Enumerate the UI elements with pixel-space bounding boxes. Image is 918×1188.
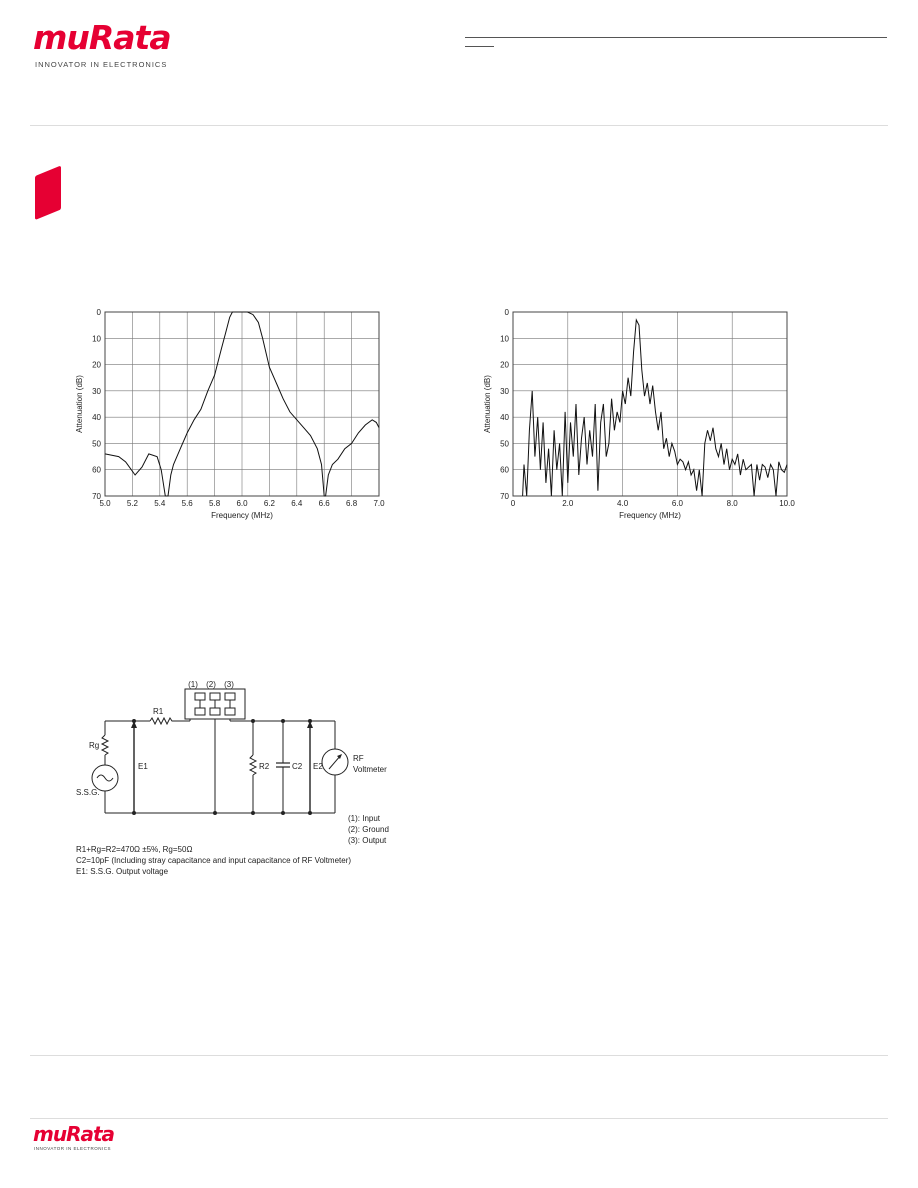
circuit-note: R1+Rg=R2=470Ω ±5%, Rg=50Ω bbox=[76, 845, 193, 854]
rf-label: RF bbox=[353, 754, 364, 763]
chart-passband bbox=[70, 300, 390, 525]
x-tick-labels bbox=[511, 499, 796, 508]
y-tick-label: 60 bbox=[92, 465, 101, 475]
x-tick-label: 0 bbox=[510, 499, 516, 508]
x-tick-label: 5.2 bbox=[126, 499, 138, 508]
x-tick-label: 2.0 bbox=[562, 499, 574, 508]
y-tick-label: 20 bbox=[500, 360, 509, 370]
x-tick-label: 8.0 bbox=[726, 499, 738, 508]
c2-label: C2 bbox=[292, 762, 303, 771]
y-tick-label: 10 bbox=[500, 334, 509, 344]
x-tick-label: 6.2 bbox=[263, 499, 275, 508]
pin-legend-output: (3): Output bbox=[348, 836, 387, 845]
chart-x-gridlines bbox=[105, 312, 379, 496]
y-axis-label: Attenuation (dB) bbox=[75, 375, 84, 433]
y-tick-label: 10 bbox=[92, 334, 101, 344]
rg-label: Rg bbox=[89, 741, 100, 750]
x-tick-label: 7.0 bbox=[373, 499, 385, 508]
pin-legend-ground: (2): Ground bbox=[348, 825, 389, 834]
r1-resistor bbox=[150, 718, 174, 724]
y-tick-label: 70 bbox=[92, 492, 101, 501]
pin-label: (3) bbox=[224, 680, 234, 689]
y-tick-label: 40 bbox=[92, 413, 101, 423]
pin-label: (1) bbox=[188, 680, 198, 689]
header-rule bbox=[465, 37, 887, 38]
x-tick-label: 5.0 bbox=[99, 499, 111, 508]
y-tick-label: 70 bbox=[500, 492, 509, 501]
x-tick-label: 6.6 bbox=[318, 499, 330, 508]
section-marker bbox=[35, 165, 61, 220]
footer-tagline: INNOVATOR IN ELECTRONICS bbox=[34, 1146, 112, 1151]
y-tick-labels bbox=[92, 308, 101, 501]
y-tick-label: 40 bbox=[500, 413, 509, 423]
murata-logo: muRata bbox=[33, 18, 171, 57]
x-tick-label: 5.8 bbox=[209, 499, 221, 508]
voltmeter-label: Voltmeter bbox=[353, 765, 387, 774]
x-tick-labels bbox=[99, 499, 385, 508]
y-tick-label: 50 bbox=[500, 439, 509, 449]
y-tick-label: 30 bbox=[92, 386, 101, 396]
y-tick-label: 60 bbox=[500, 465, 509, 475]
circuit-note: C2=10pF (Including stray capacitance and input capacitance of RF Voltmeter) bbox=[76, 856, 352, 865]
x-tick-label: 6.4 bbox=[291, 499, 303, 508]
r1-label: R1 bbox=[153, 707, 164, 716]
header-separator bbox=[30, 125, 888, 126]
x-tick-label: 6.8 bbox=[346, 499, 358, 508]
header-short-rule bbox=[465, 46, 494, 47]
rg-resistor bbox=[102, 735, 108, 755]
tagline: INNOVATOR IN ELECTRONICS bbox=[35, 60, 168, 69]
x-tick-label: 4.0 bbox=[617, 499, 629, 508]
x-tick-label: 5.6 bbox=[181, 499, 193, 508]
e2-label: E2 bbox=[313, 762, 323, 771]
y-tick-label: 30 bbox=[500, 386, 509, 396]
x-axis-label: Frequency (MHz) bbox=[619, 511, 681, 520]
x-tick-label: 5.4 bbox=[154, 499, 166, 508]
ssg-label: S.S.G. bbox=[76, 788, 100, 797]
x-tick-label: 6.0 bbox=[671, 499, 683, 508]
footer-separator-1 bbox=[30, 1055, 888, 1056]
pin-legend-input: (1): Input bbox=[348, 814, 381, 823]
footer-separator-2 bbox=[30, 1118, 888, 1119]
y-tick-label: 20 bbox=[92, 360, 101, 370]
footer-murata-logo: muRata bbox=[33, 1122, 115, 1146]
r2-label: R2 bbox=[259, 762, 270, 771]
y-tick-labels bbox=[500, 308, 509, 501]
x-tick-label: 10.0 bbox=[779, 499, 795, 508]
y-axis-label: Attenuation (dB) bbox=[483, 375, 492, 433]
e1-label: E1 bbox=[138, 762, 148, 771]
r2-resistor bbox=[250, 755, 256, 775]
test-circuit bbox=[70, 675, 410, 885]
x-axis-label: Frequency (MHz) bbox=[211, 511, 273, 520]
pin-label: (2) bbox=[206, 680, 216, 689]
circuit-note: E1: S.S.G. Output voltage bbox=[76, 867, 169, 876]
y-tick-label: 0 bbox=[96, 308, 101, 317]
y-tick-label: 50 bbox=[92, 439, 101, 449]
y-tick-label: 0 bbox=[504, 308, 509, 317]
chart-wideband bbox=[478, 300, 798, 525]
x-tick-label: 6.0 bbox=[236, 499, 248, 508]
